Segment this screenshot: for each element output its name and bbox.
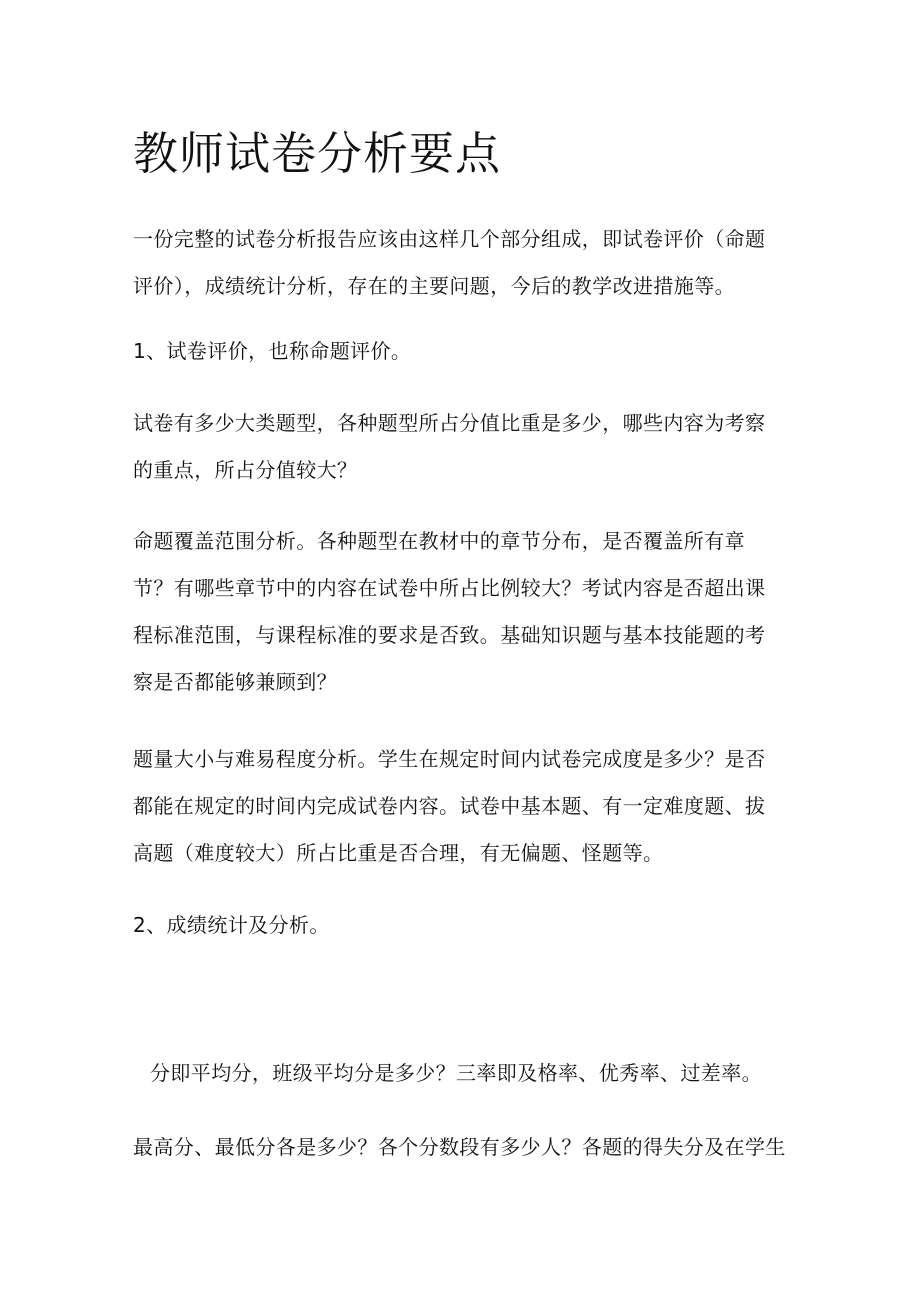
document-title: 教师试卷分析要点 bbox=[133, 127, 502, 180]
section-heading-2: 2、成绩统计及分析。 bbox=[133, 913, 330, 937]
paragraph-average-score: 分即平均分，班级平均分是多少？三率即及格率、优秀率、过差率。 bbox=[150, 1061, 762, 1085]
paragraph-coverage-analysis: 命题覆盖范围分析。各种题型在教材中的章节分布，是否覆盖所有章节？有哪些章节中的内容在试卷中所占比例较大？考试内容是否超出课程标准范围，与课程标准的要求是否致。基础知识题与基本技能题的考察是否都能够兼顾到？ bbox=[133, 529, 766, 694]
paragraph-intro: 一份完整的试卷分析报告应该由这样几个部分组成，即试卷评价（命题评价），成绩统计分析，存在的主要问题，今后的教学改进措施等。 bbox=[133, 227, 766, 298]
section-heading-1: 1、试卷评价，也称命题评价。 bbox=[133, 339, 412, 363]
paragraph-question-types: 试卷有多少大类题型，各种题型所占分值比重是多少，哪些内容为考察的重点，所占分值较大？ bbox=[133, 411, 766, 482]
paragraph-score-distribution: 最高分、最低分各是多少？各个分数段有多少人？各题的得失分及在学生 bbox=[133, 1135, 786, 1159]
paragraph-difficulty-analysis: 题量大小与难易程度分析。学生在规定时间内试卷完成度是多少？是否都能在规定的时间内完成试卷内容。试卷中基本题、有一定难度题、拔高题（难度较大）所占比重是否合理，有无偏题、怪题等。 bbox=[133, 747, 766, 865]
